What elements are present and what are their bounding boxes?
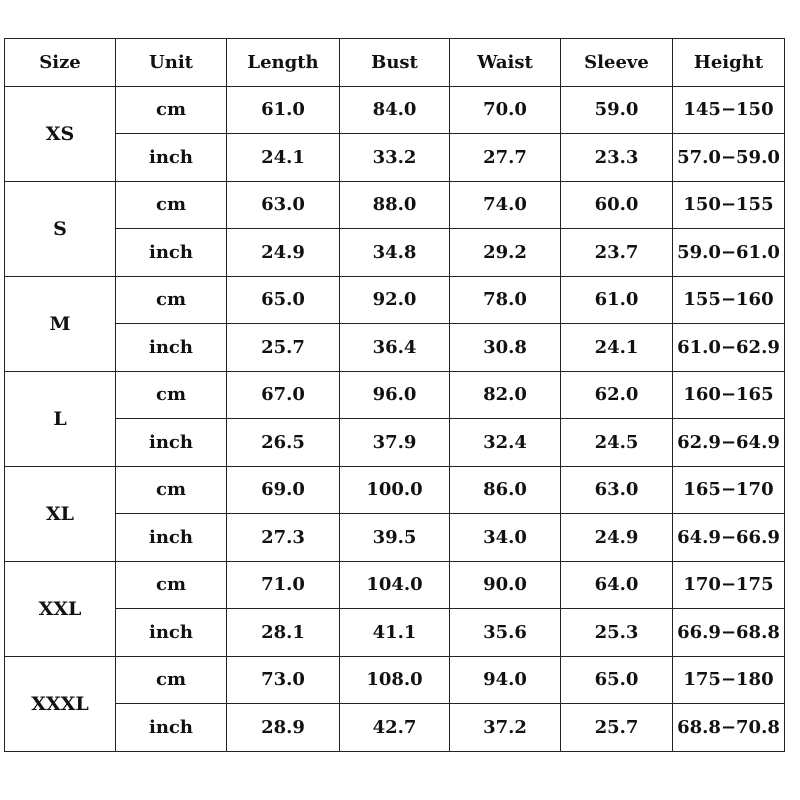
unit-cell: cm — [116, 371, 227, 419]
bust-cell: 84.0 — [340, 86, 450, 134]
waist-cell: 74.0 — [450, 181, 561, 229]
unit-cell: inch — [116, 419, 227, 467]
length-cell: 26.5 — [227, 419, 340, 467]
length-cell: 61.0 — [227, 86, 340, 134]
bust-cell: 41.1 — [340, 609, 450, 657]
size-table — [4, 38, 785, 752]
waist-cell: 94.0 — [450, 656, 561, 704]
table-row — [5, 276, 785, 324]
unit-cell: inch — [116, 514, 227, 562]
table-row — [5, 371, 785, 419]
header-waist: Waist — [450, 39, 561, 87]
height-cell: 145−150 — [673, 86, 785, 134]
bust-cell: 39.5 — [340, 514, 450, 562]
waist-cell: 30.8 — [450, 324, 561, 372]
waist-cell: 27.7 — [450, 134, 561, 182]
table-body — [5, 86, 785, 751]
unit-cell: cm — [116, 656, 227, 704]
table-row — [5, 86, 785, 134]
sleeve-cell: 63.0 — [561, 466, 673, 514]
height-cell: 57.0−59.0 — [673, 134, 785, 182]
size-label: XXXL — [5, 656, 116, 751]
table-row — [5, 229, 785, 277]
height-cell: 160−165 — [673, 371, 785, 419]
height-cell: 165−170 — [673, 466, 785, 514]
unit-cell: cm — [116, 561, 227, 609]
bust-cell: 36.4 — [340, 324, 450, 372]
unit-cell: inch — [116, 704, 227, 752]
bust-cell: 104.0 — [340, 561, 450, 609]
sleeve-cell: 59.0 — [561, 86, 673, 134]
header-row — [5, 39, 785, 87]
table-row — [5, 419, 785, 467]
height-cell: 68.8−70.8 — [673, 704, 785, 752]
sleeve-cell: 24.9 — [561, 514, 673, 562]
table-row — [5, 514, 785, 562]
height-cell: 61.0−62.9 — [673, 324, 785, 372]
sleeve-cell: 62.0 — [561, 371, 673, 419]
table-row — [5, 704, 785, 752]
unit-cell: cm — [116, 86, 227, 134]
height-cell: 155−160 — [673, 276, 785, 324]
waist-cell: 35.6 — [450, 609, 561, 657]
height-cell: 150−155 — [673, 181, 785, 229]
sleeve-cell: 61.0 — [561, 276, 673, 324]
bust-cell: 34.8 — [340, 229, 450, 277]
table-row — [5, 324, 785, 372]
unit-cell: inch — [116, 134, 227, 182]
bust-cell: 33.2 — [340, 134, 450, 182]
sleeve-cell: 24.5 — [561, 419, 673, 467]
height-cell: 62.9−64.9 — [673, 419, 785, 467]
bust-cell: 96.0 — [340, 371, 450, 419]
bust-cell: 42.7 — [340, 704, 450, 752]
height-cell: 64.9−66.9 — [673, 514, 785, 562]
size-label: XXL — [5, 561, 116, 656]
length-cell: 27.3 — [227, 514, 340, 562]
bust-cell: 88.0 — [340, 181, 450, 229]
height-cell: 175−180 — [673, 656, 785, 704]
header-length: Length — [227, 39, 340, 87]
unit-cell: inch — [116, 229, 227, 277]
length-cell: 69.0 — [227, 466, 340, 514]
size-label: XS — [5, 86, 116, 181]
length-cell: 65.0 — [227, 276, 340, 324]
sleeve-cell: 25.3 — [561, 609, 673, 657]
bust-cell: 108.0 — [340, 656, 450, 704]
length-cell: 28.9 — [227, 704, 340, 752]
unit-cell: inch — [116, 324, 227, 372]
waist-cell: 78.0 — [450, 276, 561, 324]
table-row — [5, 466, 785, 514]
length-cell: 63.0 — [227, 181, 340, 229]
waist-cell: 32.4 — [450, 419, 561, 467]
table-row — [5, 609, 785, 657]
length-cell: 24.9 — [227, 229, 340, 277]
length-cell: 67.0 — [227, 371, 340, 419]
length-cell: 71.0 — [227, 561, 340, 609]
height-cell: 59.0−61.0 — [673, 229, 785, 277]
waist-cell: 29.2 — [450, 229, 561, 277]
unit-cell: cm — [116, 276, 227, 324]
header-bust: Bust — [340, 39, 450, 87]
bust-cell: 92.0 — [340, 276, 450, 324]
bust-cell: 37.9 — [340, 419, 450, 467]
waist-cell: 70.0 — [450, 86, 561, 134]
length-cell: 25.7 — [227, 324, 340, 372]
sleeve-cell: 65.0 — [561, 656, 673, 704]
length-cell: 73.0 — [227, 656, 340, 704]
waist-cell: 37.2 — [450, 704, 561, 752]
size-chart — [4, 38, 785, 752]
table-row — [5, 656, 785, 704]
waist-cell: 34.0 — [450, 514, 561, 562]
header-unit: Unit — [116, 39, 227, 87]
sleeve-cell: 25.7 — [561, 704, 673, 752]
size-label: S — [5, 181, 116, 276]
table-row — [5, 561, 785, 609]
header-size: Size — [5, 39, 116, 87]
unit-cell: inch — [116, 609, 227, 657]
table-row — [5, 181, 785, 229]
sleeve-cell: 24.1 — [561, 324, 673, 372]
sleeve-cell: 60.0 — [561, 181, 673, 229]
table-row — [5, 134, 785, 182]
size-label: XL — [5, 466, 116, 561]
length-cell: 28.1 — [227, 609, 340, 657]
waist-cell: 82.0 — [450, 371, 561, 419]
height-cell: 170−175 — [673, 561, 785, 609]
unit-cell: cm — [116, 181, 227, 229]
length-cell: 24.1 — [227, 134, 340, 182]
unit-cell: cm — [116, 466, 227, 514]
header-sleeve: Sleeve — [561, 39, 673, 87]
height-cell: 66.9−68.8 — [673, 609, 785, 657]
header-height: Height — [673, 39, 785, 87]
waist-cell: 90.0 — [450, 561, 561, 609]
bust-cell: 100.0 — [340, 466, 450, 514]
sleeve-cell: 64.0 — [561, 561, 673, 609]
sleeve-cell: 23.7 — [561, 229, 673, 277]
size-label: M — [5, 276, 116, 371]
size-label: L — [5, 371, 116, 466]
sleeve-cell: 23.3 — [561, 134, 673, 182]
waist-cell: 86.0 — [450, 466, 561, 514]
